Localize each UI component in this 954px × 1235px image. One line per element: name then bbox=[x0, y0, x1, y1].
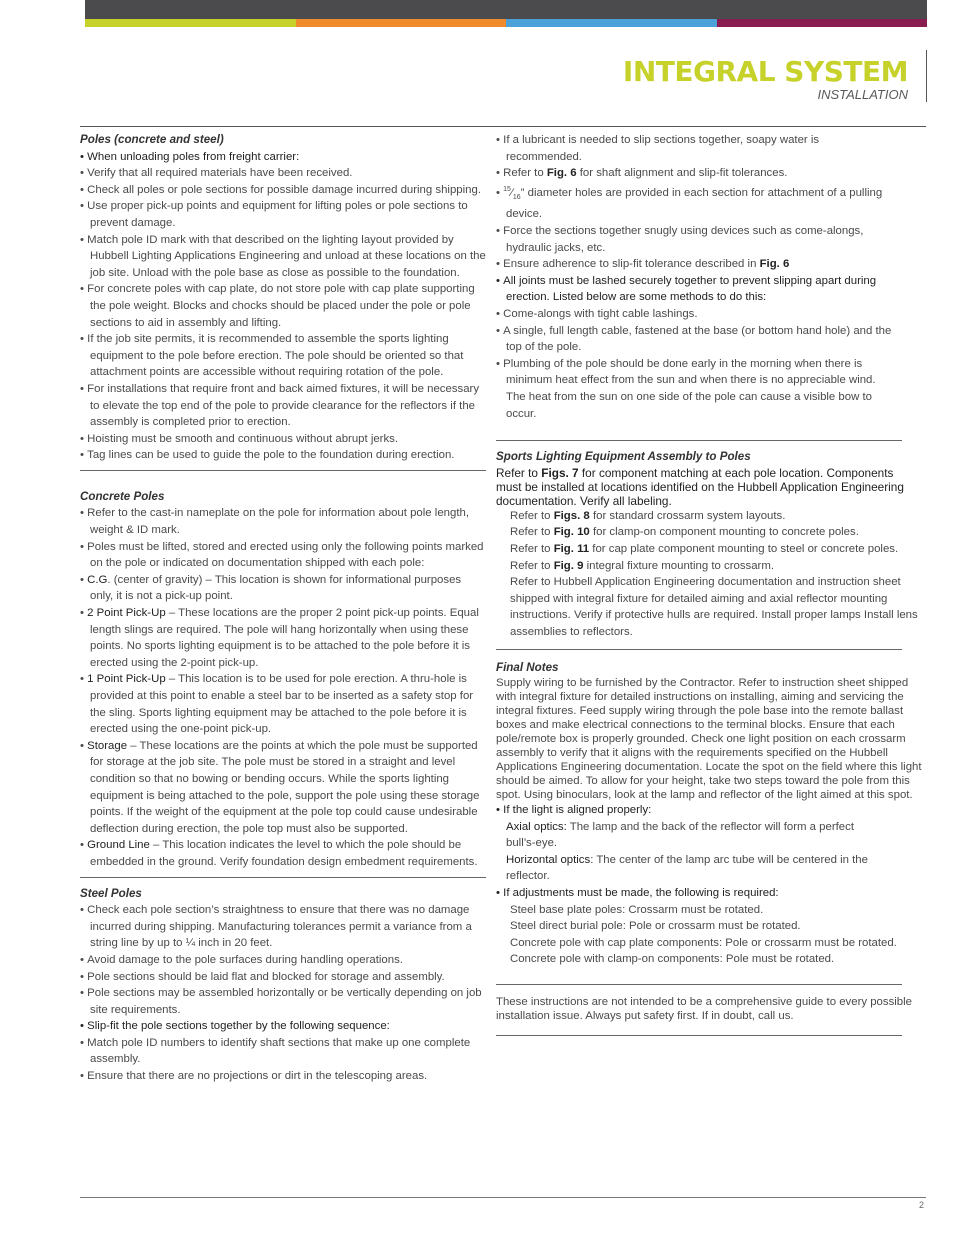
list-item: • All joints must be lashed securely together to prevent slipping apart during erection. Listed below are some methods to do this: bbox=[496, 273, 896, 306]
text: Refer to bbox=[510, 542, 554, 555]
list-item bbox=[510, 508, 930, 525]
list-item: Refer to Hubbell Application Engineering documentation and instruction sheet shipped with integral fixture for detailed aiming and axial reflector mounting instructions. Verify if protective hulls are required. Install proper lamps Install lens assemblies to reflectors. bbox=[510, 576, 918, 638]
list-item bbox=[510, 524, 930, 541]
title-block bbox=[623, 56, 908, 102]
poles-section bbox=[80, 132, 486, 471]
header-bar bbox=[85, 0, 927, 19]
disclaimer-section bbox=[496, 985, 913, 1036]
list-item: • A single, full length cable, fastened at the base (or bottom hand hole) and the top of the pole. bbox=[496, 323, 896, 356]
figure-ref: Fig. 6 bbox=[759, 258, 790, 271]
optics-term: Axial optics: bbox=[506, 820, 567, 833]
list-item: Steel base plate poles: Crossarm must be rotated. bbox=[510, 903, 764, 916]
list-item: • Force the sections together snugly using devices such as come-alongs, hydraulic jacks, etc. bbox=[496, 223, 896, 256]
stripe-maroon bbox=[717, 19, 928, 27]
stripe-orange bbox=[296, 19, 507, 27]
figure-ref: Fig. 6 bbox=[546, 167, 577, 180]
final-heading: Final Notes bbox=[496, 660, 559, 674]
list-item: • Verify that all required materials have been received. bbox=[80, 165, 486, 182]
list-item: • When unloading poles from freight carrier: bbox=[80, 149, 486, 166]
list-item: Steel direct burial pole: Pole or crossarm must be rotated. bbox=[510, 920, 801, 933]
text: for component matching at each pole location. Components must be installed at locations identified on the Hubbell Application Engineering documentation. Verify all labeling. bbox=[496, 465, 904, 508]
right-column bbox=[496, 132, 932, 1036]
list-item: • Hoisting must be smooth and continuous without abrupt jerks. bbox=[80, 431, 486, 448]
text: Refer to bbox=[510, 559, 554, 572]
sports-intro bbox=[496, 466, 906, 508]
figure-ref: Figs. 7 bbox=[541, 465, 579, 480]
list-item: Concrete pole with cap plate components: Pole or crossarm must be rotated. bbox=[510, 936, 897, 949]
figure-ref: Fig. 9 bbox=[553, 559, 584, 572]
point-text: – This location indicates the level to which the pole should be embedded in the ground. Verify foundation design embedment requirements. bbox=[90, 839, 478, 868]
slipfit-list bbox=[496, 132, 896, 422]
list-item bbox=[496, 852, 896, 885]
figure-ref: Figs. 8 bbox=[553, 509, 590, 522]
text: Refer to bbox=[496, 465, 542, 480]
page-subtitle: INSTALLATION bbox=[817, 87, 908, 102]
text: The lamp and the back of the reflector will form a perfect bull’s-eye. bbox=[506, 820, 855, 850]
title-divider bbox=[926, 50, 927, 102]
page-title: INTEGRAL SYSTEM bbox=[622, 55, 908, 88]
point-text: . (center of gravity) – This location is shown for informational purposes only, it is not a pick-up point. bbox=[90, 573, 462, 603]
point-term: Storage bbox=[87, 739, 128, 752]
text: Refer to bbox=[510, 526, 554, 539]
final-section bbox=[496, 650, 922, 986]
list-item: • For concrete poles with cap plate, do not store pole with cap plate supporting the pole weight. Blocks and chocks should be placed under the pole or pole sections to aid in assembly and lifting. bbox=[80, 281, 486, 331]
figure-ref: Fig. 10 bbox=[553, 526, 590, 539]
color-stripes bbox=[85, 19, 927, 27]
list-item: • Plumbing of the pole should be done early in the morning when there is minimum heat effect from the sun and when there is no appreciable wind. The heat from the sun on one side of the pole can cause a visible bow to occur. bbox=[496, 356, 896, 422]
point-text: – These locations are the proper 2 point pick-up points. Equal length slings are required. The pole will hang horizontally when using these points. No sports lighting equipment is to be attached to the pole before it is erected using the 2-point pick-up. bbox=[90, 607, 479, 669]
sports-section bbox=[496, 441, 918, 649]
list-item bbox=[80, 671, 486, 737]
list-item: • For installations that require front and back aimed fixtures, it will be necessary to elevate the top end of the pole to provide clearance for the reflectors if the assembly is completed prior to erection. bbox=[80, 381, 486, 431]
text: Ensure adherence to slip-fit tolerance described in bbox=[503, 258, 760, 271]
steel-section bbox=[80, 878, 488, 1085]
list-item bbox=[510, 558, 930, 575]
list-item bbox=[510, 541, 930, 558]
list-item: • Pole sections should be laid flat and blocked for storage and assembly. bbox=[80, 969, 488, 986]
left-column bbox=[80, 132, 488, 1085]
point-term: 1 Point Pick-Up bbox=[87, 673, 166, 686]
list-item: • Refer to the cast-in nameplate on the pole for information about pole length, weight & ID mark. bbox=[80, 505, 486, 538]
list-item: • If the light is aligned properly: bbox=[496, 802, 902, 819]
list-item: • Avoid damage to the pole surfaces during handling operations. bbox=[80, 952, 488, 969]
list-item: • Tag lines can be used to guide the pole to the foundation during erection. bbox=[80, 447, 486, 464]
sports-heading: Sports Lighting Equipment Assembly to Poles bbox=[496, 450, 751, 464]
concrete-list bbox=[80, 505, 486, 870]
list-item bbox=[496, 256, 896, 273]
fraction-num: 15 bbox=[503, 185, 511, 193]
list-item: • If a lubricant is needed to slip sections together, soapy water is recommended. bbox=[496, 132, 896, 165]
list-item: • Check all poles or pole sections for possible damage incurred during shipping. bbox=[80, 182, 486, 199]
sports-refs bbox=[496, 508, 930, 641]
list-item bbox=[496, 165, 896, 182]
final-list bbox=[496, 802, 902, 968]
list-item: • If the job site permits, it is recommended to assemble the sports lighting equipment to the pole before erection. The pole should be oriented so that attachment points are accessible without requiring rotation of the pole. bbox=[80, 331, 486, 381]
list-item: • Check each pole section’s straightness to ensure that there was no damage incurred during shipping. Manufacturing tolerances permit a variance from a string line by up to ¼ inch in 20 feet. bbox=[80, 902, 488, 952]
list-item: • Pole sections may be assembled horizontally or be vertically depending on job site requirements. bbox=[80, 985, 488, 1018]
list-item bbox=[80, 572, 486, 605]
optics-term: Horizontal optics bbox=[506, 853, 591, 866]
text: ” diameter holes are provided in each section for attachment of a pulling device. bbox=[506, 186, 883, 221]
disclaimer: These instructions are not intended to be a comprehensive guide to every possible installation issue. Always put safety first. If in doubt, call us. bbox=[496, 996, 913, 1023]
list-item: • Come-alongs with tight cable lashings. bbox=[496, 306, 896, 323]
point-text: – These locations are the points at which the pole must be supported for storage at the job site. The pole must be stored in a straight and level condition so that no bowing or bending occurs. While the sports lighting equipment is being attached to the pole, support the pole using these storage points. If the weight of the equipment at the pole top could cause undesirable deflection during erection, the pole top must also be supported. bbox=[90, 739, 480, 835]
final-paragraph: Supply wiring to be furnished by the Contractor. Refer to instruction sheet shipped with integral fixture for detailed instructions on installing, aiming and servicing the integral fixtures. Feed supply wiring through the pole base into the remote ballast boxes and make electrical connections to the terminal blocks. Ensure that each pole/remote box is properly grounded. Check one light position on each crossarm assembly to verify that it aligns with the requirements specified on the Hubbell Applications Engineering documentation. Locate the spot on the field where this light should be aimed. To allow for your height, take two steps toward the pole from this spot. Using binoculars, look at the lamp and reflector of the light aimed at this spot. bbox=[496, 677, 922, 802]
footer-rule bbox=[80, 1197, 926, 1198]
list-item bbox=[80, 837, 486, 870]
list-item: • Use proper pick-up points and equipment for lifting poles or pole sections to prevent damage. bbox=[80, 198, 486, 231]
header-rule bbox=[80, 126, 926, 127]
steel-list bbox=[80, 902, 488, 1085]
list-item: • Poles must be lifted, stored and erected using only the following points marked on the pole or indicated on documentation shipped with each pole: bbox=[80, 539, 486, 572]
text: integral fixture mounting to crossarm. bbox=[583, 559, 774, 572]
steel-heading: Steel Poles bbox=[80, 886, 142, 900]
text: for cap plate component mounting to steel or concrete poles. bbox=[589, 542, 899, 555]
concrete-heading: Concrete Poles bbox=[80, 489, 165, 503]
point-term: C.G bbox=[87, 573, 108, 586]
text: Refer to bbox=[503, 167, 547, 180]
point-term: 2 Point Pick-Up bbox=[87, 607, 166, 620]
list-item bbox=[80, 605, 486, 671]
text: for shaft alignment and slip-fit tolerances. bbox=[576, 167, 788, 180]
text: Refer to bbox=[510, 509, 554, 522]
concrete-section bbox=[80, 471, 486, 878]
page-number: 2 bbox=[919, 1200, 925, 1210]
list-item: • If adjustments must be made, the following is required: bbox=[496, 885, 902, 902]
text: for clamp-on component mounting to concrete poles. bbox=[589, 526, 859, 539]
list-item: Concrete pole with clamp-on components: Pole must be rotated. bbox=[510, 953, 835, 966]
text: for standard crossarm system layouts. bbox=[589, 509, 786, 522]
list-item bbox=[496, 819, 886, 852]
text: : The center of the lamp arc tube will be centered in the reflector. bbox=[506, 853, 868, 883]
stripe-green bbox=[85, 19, 296, 27]
figure-ref: Fig. 11 bbox=[553, 542, 590, 555]
fraction-den: 16 bbox=[512, 193, 521, 201]
list-item: • Slip-fit the pole sections together by the following sequence: bbox=[80, 1018, 488, 1035]
list-item: • $^{15}⁄_{16}$” diameter holes are provided in each section for attachment of a pulling device. bbox=[496, 182, 896, 223]
list-item: • Ensure that there are no projections or dirt in the telescoping areas. bbox=[80, 1068, 488, 1085]
stripe-blue bbox=[506, 19, 717, 27]
slipfit-continued-section bbox=[496, 132, 902, 441]
list-item bbox=[80, 738, 486, 838]
poles-list bbox=[80, 149, 486, 464]
point-term: Ground Line bbox=[87, 839, 150, 852]
point-text: – This location is to be used for pole erection. A thru-hole is provided at this point to enable a steel bar to be inserted as a safety stop for the sling. Sports lighting equipment may be attached to the pole before it is erected using the one-point pick-up. bbox=[90, 673, 474, 736]
poles-heading: Poles (concrete and steel) bbox=[80, 133, 224, 146]
list-item: • Match pole ID mark with that described on the lighting layout provided by Hubbell Lighting Applications Engineering and unload at these locations on the job site. Unload with the pole base as close as possible to the foundation. bbox=[80, 232, 486, 282]
list-item: • Match pole ID numbers to identify shaft sections that make up one complete assembly. bbox=[80, 1035, 488, 1068]
